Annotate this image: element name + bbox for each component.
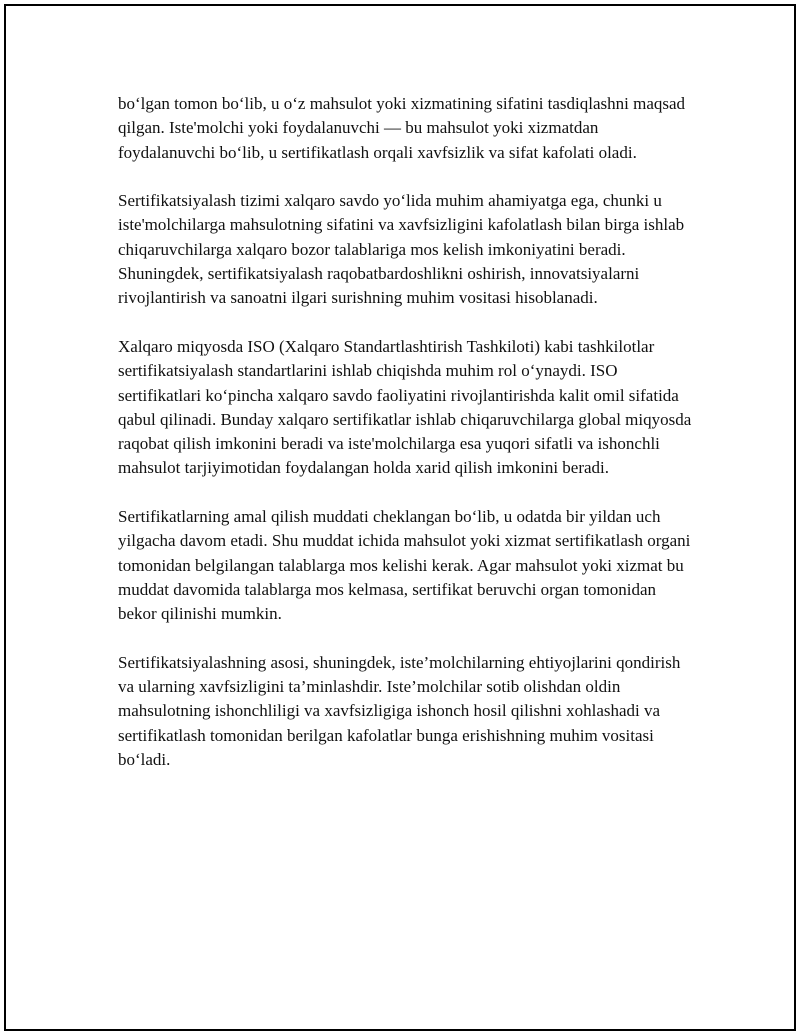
paragraph-5: Sertifikatsiyalashning asosi, shuningdek, iste’molchilarning ehtiyojlarini qondirish va ularning xavfsizligini ta’minlashdir. Iste’molchilar sotib olishdan oldin mahsulotning ishonchliligi va xavfsizligiga ishonch hosil qilishni xohlashadi va sertifikatlash tomonidan berilgan kafolatlar bunga erishishning muhim vositasi bo‘ladi.	[118, 652, 681, 770]
paragraph-3: Xalqaro miqyosda ISO (Xalqaro Standartlashtirish Tashkiloti) kabi tashkilotlar sertifikatsiyalash standartlarini ishlab chiqishda muhim rol o‘ynaydi. ISO sertifikatlari ko‘pincha xalqaro savdo faoliyatini rivojlantirishda kalit omil sifatida qabul qilinadi. Bunday xalqaro sertifikatlar ishlab chiqaruvchilarga global miqyosda raqobat qilish imkonini beradi va iste'molchilarga esa yuqori sifatli va ishonchli mahsulot tarjiyimotidan foydalangan holda xarid qilish imkonini beradi.	[118, 336, 692, 478]
paragraph-4: Sertifikatlarning amal qilish muddati cheklangan bo‘lib, u odatda bir yildan uch yilgacha davom etadi. Shu muddat ichida mahsulot yoki xizmat sertifikatlash organi tomonidan belgilangan talablarga mos kelishi kerak. Agar mahsulot yoki xizmat bu muddat davomida talablarga mos kelmasa, sertifikat beruvchi organ tomonidan bekor qilinishi mumkin.	[118, 507, 691, 624]
document-body	[118, 92, 698, 797]
paragraph-1: bo‘lgan tomon bo‘lib, u o‘z mahsulot yoki xizmatining sifatini tasdiqlashni maqsad qilgan. Iste'molchi yoki foydalanuvchi — bu mahsulot yoki xizmatdan foydalanuvchi bo‘lib, u sertifikatlash orqali xavfsizlik va sifat kafolati oladi.	[118, 94, 686, 162]
paragraph-2: Sertifikatsiyalash tizimi xalqaro savdo yo‘lida muhim ahamiyatga ega, chunki u iste'molchilarga mahsulotning sifatini va xavfsizligini kafolatlash bilan birga ishlab chiqaruvchilarga xalqaro bozor talablariga mos kelish imkoniyatini beradi. Shuningdek, sertifikatsiyalash raqobatbardoshlikni oshirish, innovatsiyalarni rivojlantirish va sanoatni ilgari surishning muhim vositasi hisoblanadi.	[118, 191, 685, 308]
